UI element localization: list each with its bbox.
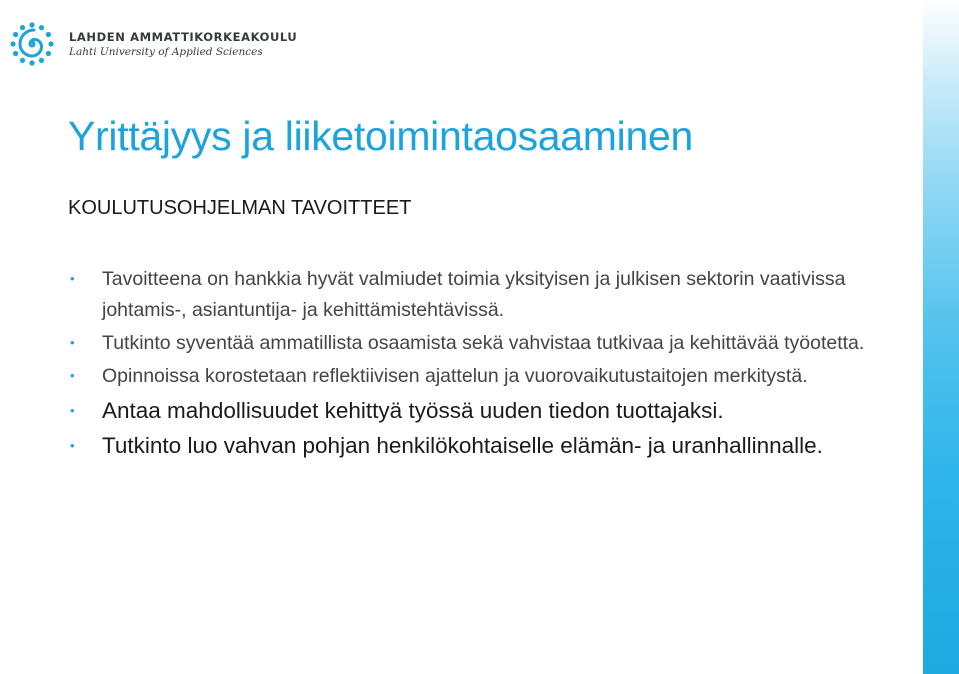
bullet-icon: • — [70, 403, 75, 418]
bullet-text: Antaa mahdollisuudet kehittyä työssä uuden tiedon tuottajaksi. — [102, 398, 724, 423]
slide-subtitle: KOULUTUSOHJELMAN TAVOITTEET — [68, 197, 412, 219]
bullet-icon: • — [70, 271, 75, 286]
university-name: LAHDEN AMMATTIKORKEAKOULU — [69, 29, 298, 44]
spiral-sun-icon — [10, 22, 54, 66]
bullet-item — [70, 429, 870, 464]
slide-title: Yrittäjyys ja liiketoimintaosaaminen — [68, 113, 693, 159]
bullet-icon: • — [70, 437, 75, 453]
bullet-item — [70, 328, 870, 359]
bullet-item — [70, 264, 870, 326]
bullet-icon: • — [70, 335, 75, 350]
university-name-english: Lahti University of Applied Sciences — [69, 45, 263, 58]
bullet-text: Tutkinto syventää ammatillista osaamista sekä vahvistaa tutkivaa ja kehittävää työotetta. — [102, 332, 865, 354]
bullet-item — [70, 361, 870, 392]
bullet-item — [70, 394, 870, 429]
university-logo — [10, 22, 297, 66]
bullet-text: Tutkinto luo vahvan pohjan henkilökohtaiselle elämän- ja uranhallinnalle. — [102, 432, 823, 458]
bullet-list — [70, 264, 870, 463]
bullet-text: Tavoitteena on hankkia hyvät valmiudet toimia yksityisen ja julkisen sektorin vaativissa johtamis-, asiantuntija- ja kehittämistehtävissä. — [102, 268, 846, 321]
bullet-icon: • — [70, 368, 75, 383]
bullet-text: Opinnoissa korostetaan reflektiivisen ajattelun ja vuorovaikutustaitojen merkitystä. — [102, 365, 808, 387]
right-decorative-bar — [923, 0, 959, 674]
